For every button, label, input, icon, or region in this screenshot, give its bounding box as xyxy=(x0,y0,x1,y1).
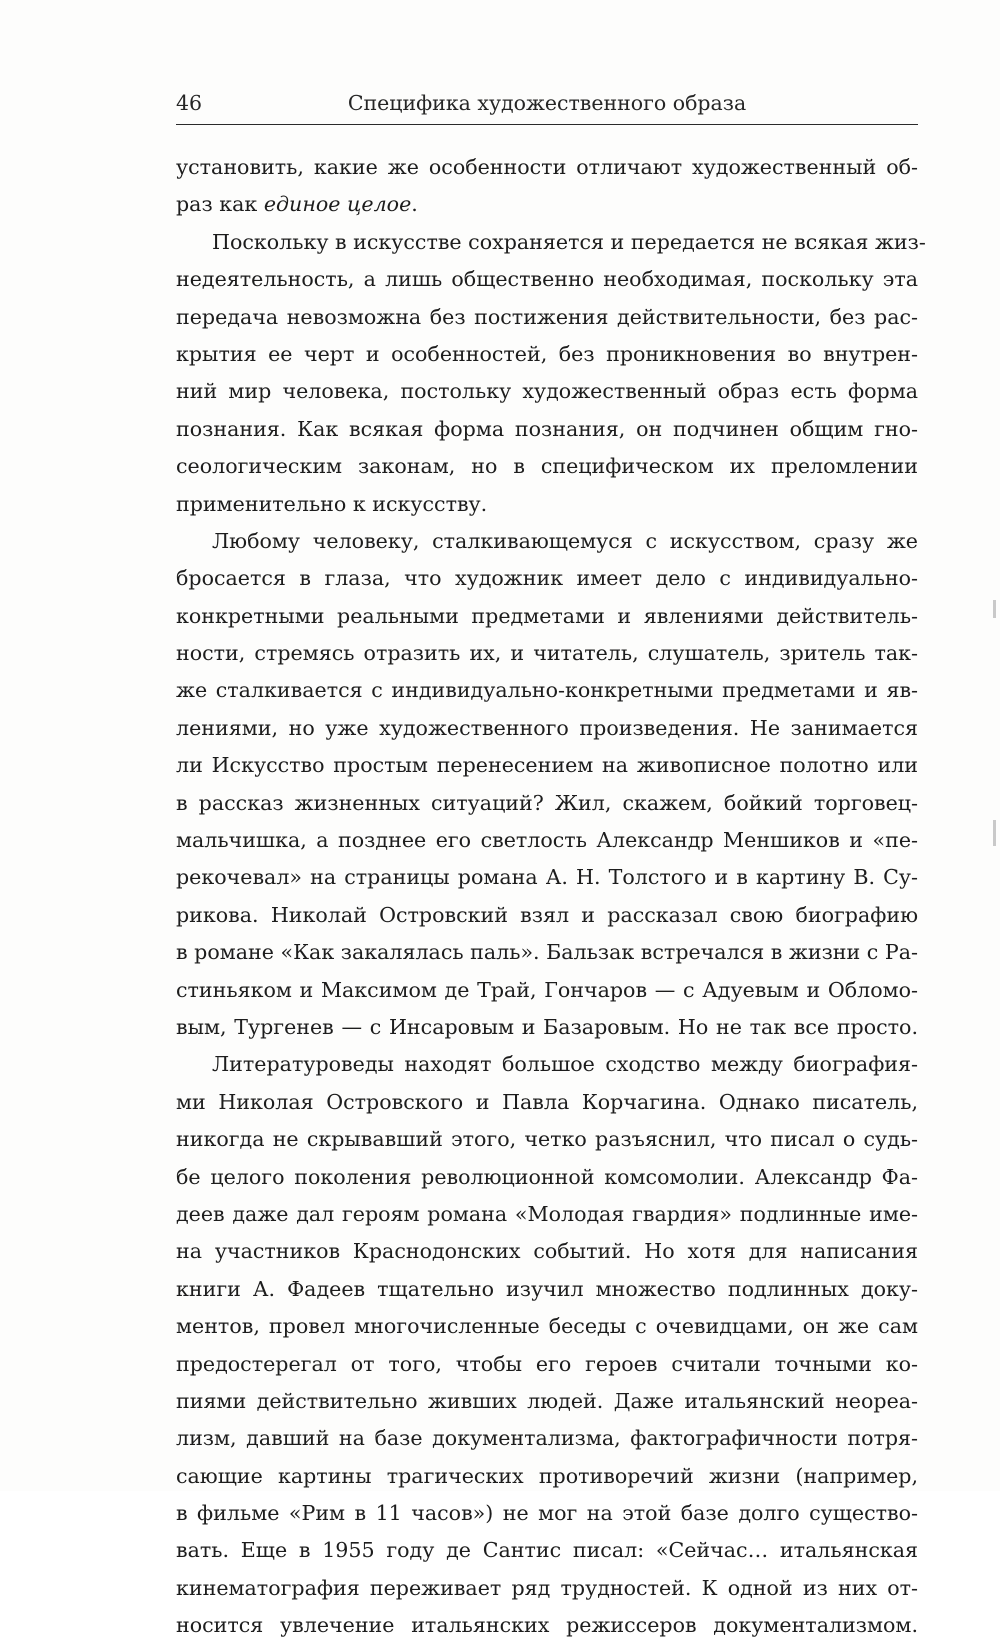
text-line: Литературоведы находят большое сходство между биография- xyxy=(212,1052,918,1077)
text-line: ментов, провел многочисленные беседы с очевидцами, он же сам xyxy=(176,1314,918,1339)
text-line: недеятельность, а лишь общественно необходимая, поскольку эта xyxy=(176,267,918,292)
text-line: кинематография переживает ряд трудностей. К одной из них от- xyxy=(176,1575,918,1600)
paragraph xyxy=(176,523,918,1046)
text-line-start: раз как xyxy=(176,192,264,217)
text-line: применительно к искусству. xyxy=(176,491,488,516)
paragraph xyxy=(176,1046,918,1644)
text-line: конкретными реальными предметами и явлениями действитель- xyxy=(176,603,918,628)
text-line: рекочевал» на страницы романа А. Н. Толстого и в картину В. Су- xyxy=(176,865,918,890)
text-line: лениями, но уже художественного произведения. Не занимается xyxy=(176,715,918,740)
text-line: лизм, давший на базе документализма, фактографичности потря- xyxy=(176,1426,918,1451)
text-line: Любому человеку, сталкивающемуся с искусством, сразу же xyxy=(212,528,918,553)
text-line: предостерегал от того, чтобы его героев считали точными ко- xyxy=(176,1351,918,1376)
paragraph xyxy=(176,149,918,224)
text-line: носится увлечение итальянских режиссеров документализмом. xyxy=(176,1613,918,1638)
text-line: пиями действительно живших людей. Даже итальянский неореа- xyxy=(176,1388,918,1413)
text-line: вым, Тургенев — с Инсаровым и Базаровым. Но не так все просто. xyxy=(176,1014,918,1039)
text-line: вать. Еще в 1955 году де Сантис писал: «Сейчас… итальянская xyxy=(176,1538,918,1563)
text-line: установить, какие же особенности отличают художественный об- xyxy=(176,155,918,179)
body-text xyxy=(176,149,926,1645)
text-line: рикова. Николай Островский взял и рассказал свою биографию xyxy=(176,902,918,927)
text-line-end: . xyxy=(411,192,418,217)
text-line: в фильме «Рим в 11 часов») не мог на этой базе долго существо- xyxy=(176,1501,918,1526)
text-line: сеологическим законам, но в специфическом их преломлении xyxy=(176,454,918,479)
running-title: Специфика художественного образа xyxy=(347,91,747,115)
text-line: бе целого поколения революционной комсомолии. Александр Фа- xyxy=(176,1164,918,1189)
paragraph xyxy=(176,224,926,523)
text-line: стиньяком и Максимом де Трай, Гончаров — с Адуевым и Обломо- xyxy=(176,977,918,1002)
text-line: никогда не скрывавший этого, четко разъяснил, что писал о судь- xyxy=(176,1127,918,1152)
text-line: же сталкивается с индивидуально-конкретными предметами и яв- xyxy=(176,678,918,703)
text-line: в романе «Как закалялась паль». Бальзак встречался в жизни с Ра- xyxy=(176,940,918,965)
text-line: на участников Краснодонских событий. Но хотя для написания xyxy=(176,1239,918,1264)
scan-edge-mark xyxy=(993,820,996,846)
emphasized-text: единое целое xyxy=(263,192,412,217)
text-line: ли Искусство простым перенесением на живописное полотно или xyxy=(176,753,918,778)
page-number: 46 xyxy=(176,91,203,115)
text-line: книги А. Фадеев тщательно изучил множество подлинных доку- xyxy=(176,1276,918,1301)
text-line: познания. Как всякая форма познания, он подчинен общим гно- xyxy=(176,416,918,441)
text-line: в рассказ жизненных ситуаций? Жил, скажем, бойкий торговец- xyxy=(176,790,918,815)
text-line: деев даже дал героям романа «Молодая гвардия» подлинные име- xyxy=(176,1201,918,1226)
scan-edge-mark xyxy=(993,600,996,618)
text-line: ности, стремясь отразить их, и читатель, слушатель, зритель так- xyxy=(176,641,918,666)
text-line: сающие картины трагических противоречий жизни (например, xyxy=(176,1463,918,1488)
text-line: мальчишка, а позднее его светлость Александр Меншиков и «пе- xyxy=(176,828,918,853)
text-line: Поскольку в искусстве сохраняется и передается не всякая жиз- xyxy=(212,229,926,254)
running-header xyxy=(176,90,918,125)
text-line: крытия ее черт и особенностей, без проникновения во внутрен- xyxy=(176,341,918,366)
text-line: ний мир человека, постольку художественный образ есть форма xyxy=(176,379,918,404)
text-line: бросается в глаза, что художник имеет дело с индивидуально- xyxy=(176,566,918,591)
text-line xyxy=(176,186,918,223)
text-line: передача невозможна без постижения действительности, без рас- xyxy=(176,304,918,329)
text-line: ми Николая Островского и Павла Корчагина. Однако писатель, xyxy=(176,1089,918,1114)
